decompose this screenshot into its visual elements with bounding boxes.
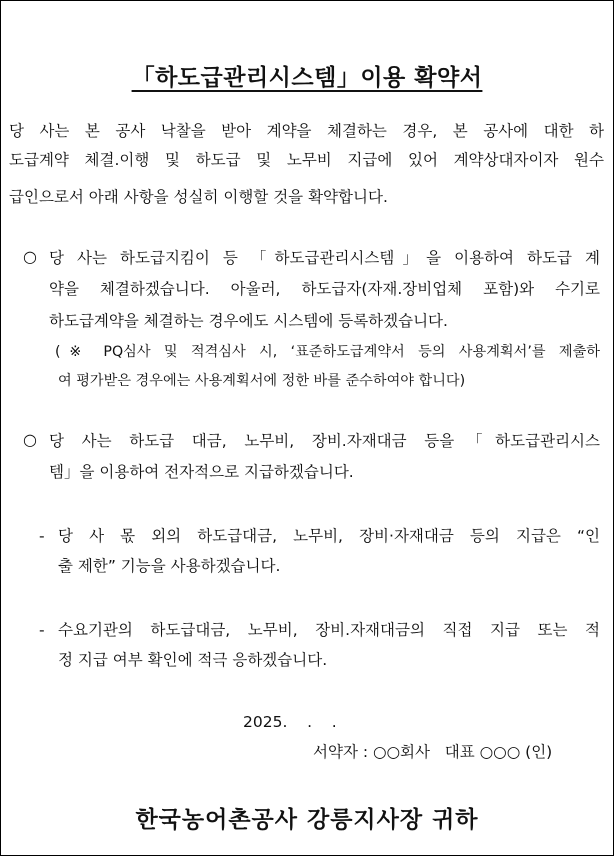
item1-line-3: 하도급계약을 체결하는 경우에도 시스템에 등록하겠습니다.: [49, 312, 448, 330]
intro-line-2: 도급계약 체결.이행 및 하도급 및 노무비 지급에 있어 계약상대자이자 원수: [9, 151, 604, 169]
item1-note-line-2: 여 평가받은 경우에는 사용계획서에 정한 바를 준수하여야 합니다): [58, 373, 466, 389]
intro-line-1: 당 사는 본 공사 낙찰을 받아 계약을 체결하는 경우, 본 공사에 대한 하: [9, 122, 604, 140]
item1-line-1: 당 사는 하도급지킴이 등 「하도급관리시스템」을 이용하여 하도급 계: [49, 249, 600, 267]
sub2-dash: -: [39, 621, 45, 639]
item2-line-1: 당 사는 하도급 대금, 노무비, 장비.자재대금 등을「하도급관리시스: [49, 432, 600, 450]
intro-line-3: 급인으로서 아래 사항을 성실히 이행할 것을 확약합니다.: [9, 188, 388, 206]
item1-note-line-1: (※ PQ심사 및 적격심사 시, ‘표준하도급계약서 등의 사용계획서’를 제출하: [55, 344, 600, 360]
sub1-line-1: 당 사 몫 외의 하도급대금, 노무비, 장비·자재대금 등의 지급은 “인: [58, 527, 600, 545]
addressee: 한국농어촌공사 강릉지사장 귀하: [135, 807, 479, 833]
document-title-text: 「하도급관리시스템」이용 확약서: [131, 65, 483, 91]
signer-line: 서약자 : ○○회사 대표 ○○○ (인): [313, 743, 553, 761]
item2-bullet: ○: [23, 430, 37, 449]
sub1-line-2: 출 제한” 기능을 사용하겠습니다.: [58, 557, 281, 575]
document-title: [1, 59, 613, 92]
sub1-dash: -: [39, 527, 45, 545]
date-line: 2025. . .: [243, 713, 337, 731]
item2-line-2: 템」을 이용하여 전자적으로 지급하겠습니다.: [49, 463, 354, 481]
item1-line-2: 약을 체결하겠습니다. 아울러, 하도급자(자재.장비업체 포함)와 수기로: [49, 280, 600, 298]
sub2-line-2: 정 지급 여부 확인에 적극 응하겠습니다.: [58, 651, 328, 669]
item1-bullet: ○: [23, 247, 37, 266]
sub2-line-1: 수요기관의 하도급대금, 노무비, 장비.자재대금의 직접 지급 또는 적: [58, 621, 600, 639]
